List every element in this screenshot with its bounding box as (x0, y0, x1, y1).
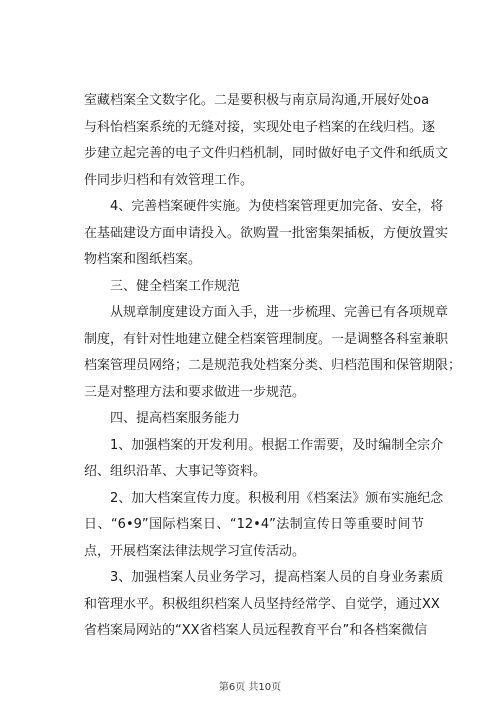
text-line: 2、加大档案宣传力度。积极利用《档案法》颁布实施纪念 (110, 490, 444, 506)
text-line: 1、加强档案的开发利用。根据工作需要，及时编制全宗介 (110, 437, 444, 453)
section-heading: 四、提高档案服务能力 (110, 411, 241, 426)
text-line: 从规章制度建设方面入手，进一步梳理、完善已有各项规章 (110, 305, 449, 320)
section-heading: 三、健全档案工作规范 (110, 278, 241, 294)
page-number-footer: 第6页 共10页 (218, 682, 282, 693)
document-body (84, 88, 462, 645)
text-line: 步建立起完善的电子文件归档机制，同时做好电子文件和纸质文 (84, 146, 449, 161)
text-line: 省档案局网站的“XX省档案人员远程教育平台”和各档案微信 (84, 623, 428, 638)
text-line: 与科怡档案系统的无缝对接，实现处电子档案的在线归档。逐 (84, 119, 436, 135)
text-line: 三是对整理方法和要求做进一步规范。 (84, 384, 306, 400)
text-line: 绍、组织沿革、大事记等资料。 (84, 464, 267, 479)
text-line: 4、完善档案硬件实施。为使档案管理更加完备、安全，将 (110, 199, 444, 214)
text-line: 在基础建设方面申请投入。欲购置一批密集架插板，方便放置实 (84, 225, 449, 241)
text-line: 3、加强档案人员业务学习，提高档案人员的自身业务素质 (110, 570, 444, 585)
text-line: 和管理水平。积极组织档案人员坚持经常学、自觉学，通过XX (84, 596, 440, 612)
text-line: 制度，有针对性地建立健全档案管理制度。一是调整各科室兼职 (84, 331, 449, 347)
text-line: 室藏档案全文数字化。二是要积极与南京局沟通,开展好处oa (84, 93, 430, 108)
text-line: 物档案和图纸档案。 (84, 252, 202, 267)
text-line: 点，开展档案法律法规学习宣传活动。 (84, 543, 306, 559)
text-line: 档案管理员网络；二是规范我处档案分类、归档范围和保管期限； (84, 358, 462, 373)
text-line: 件同步归档和有效管理工作。 (84, 172, 254, 188)
text-line: 日、“6•9”国际档案日、“12•4”法制宣传日等重要时间节 (84, 517, 424, 532)
